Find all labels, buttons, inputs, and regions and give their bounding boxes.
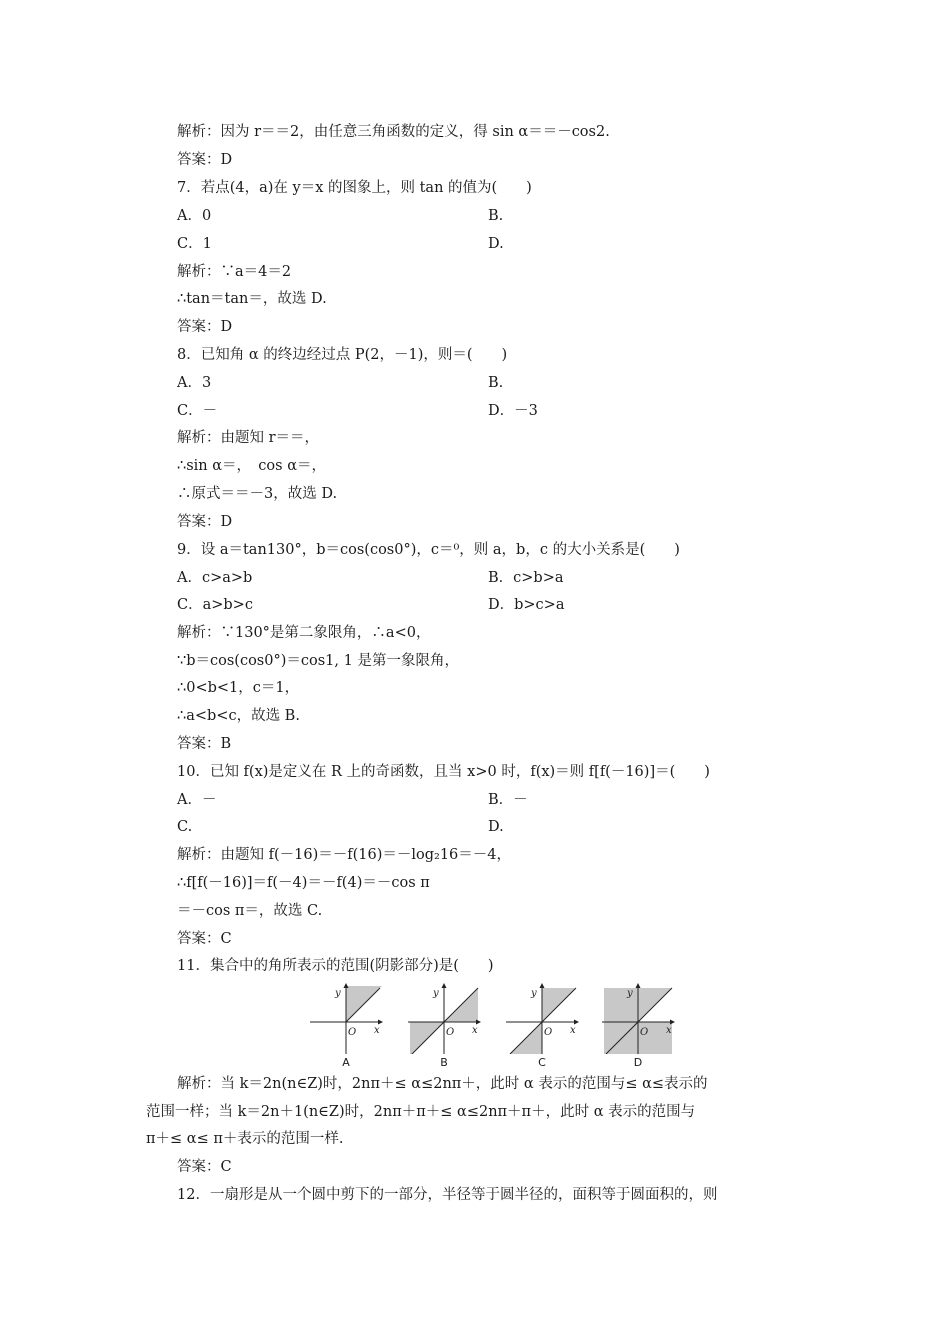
- q8-option-b: B.: [488, 375, 504, 391]
- figure-c: [502, 982, 582, 1074]
- figure-a: [306, 982, 386, 1074]
- figure-a-x-arrow: [378, 1020, 383, 1025]
- q10-solution-line-1: 解析：由题知 f(－16)＝－f(16)＝－log₂16＝－4，: [177, 847, 512, 863]
- q7-solution-line-1: 解析：∵a＝4＝2: [177, 264, 292, 280]
- q9-option-c: C．a>b>c: [177, 597, 253, 613]
- q8-option-a: A．3: [177, 375, 212, 391]
- question-7: 7．若点(4，a)在 y＝x 的图象上，则 tan 的值为( ): [177, 180, 532, 196]
- q9-solution-line-3: ∴0<b<1，c＝1，: [177, 680, 300, 696]
- figure-d-x-label: x: [666, 1025, 672, 1036]
- question-11: 11．集合中的角所表示的范围(阴影部分)是( ): [177, 958, 494, 974]
- figure-b-origin-label: O: [446, 1027, 455, 1038]
- q8-solution-line-2: ∴sin α＝， cos α＝，: [177, 458, 326, 474]
- q11-option-figures: [306, 982, 678, 1074]
- figure-d-label: D: [633, 1056, 643, 1069]
- q7-option-c: C．1: [177, 236, 212, 252]
- q9-solution-line-1: 解析：∵130°是第二象限角，∴a<0，: [177, 625, 431, 641]
- figure-c-x-label: x: [570, 1025, 576, 1036]
- solution-6-text: 解析：因为 r＝＝2，由任意三角函数的定义，得 sin α＝＝－cos2.: [177, 124, 610, 140]
- q9-option-a: A．c>a>b: [177, 570, 253, 586]
- q11-solution-line-1: 解析：当 k＝2n(n∈Z)时，2nπ＋≤ α≤2nπ＋，此时 α 表示的范围与≤ α≤表示的: [177, 1076, 708, 1092]
- figure-d-y-label: y: [627, 988, 633, 999]
- question-8: 8．已知角 α 的终边经过点 P(2，－1)，则＝( ): [177, 347, 508, 363]
- q10-solution-line-2: ∴f[f(－16)]＝f(－4)＝－f(4)＝－cos π: [177, 875, 430, 891]
- q10-solution-line-3: ＝－cos π＝，故选 C.: [177, 903, 323, 919]
- figure-d-x-arrow: [670, 1020, 675, 1025]
- q11-solution-line-3: π＋≤ α≤ π＋表示的范围一样.: [146, 1131, 344, 1147]
- figure-b: [404, 982, 484, 1074]
- q10-option-d: D.: [488, 819, 504, 835]
- q7-option-a: A．0: [177, 208, 212, 224]
- figure-a-graph: [306, 982, 386, 1054]
- answer-11: 答案：C: [177, 1159, 232, 1175]
- q10-option-a: A．－: [177, 792, 217, 808]
- figure-d-y-arrow: [636, 983, 641, 988]
- figure-d: [598, 982, 678, 1074]
- figure-a-label: A: [342, 1056, 350, 1069]
- question-10: 10．已知 f(x)是定义在 R 上的奇函数，且当 x>0 时，f(x)＝则 f[f(－16)]＝( ): [177, 764, 710, 780]
- figure-a-origin-label: O: [348, 1027, 357, 1038]
- q9-option-d: D．b>c>a: [488, 597, 565, 613]
- answer-7: 答案：D: [177, 319, 233, 335]
- answer-10: 答案：C: [177, 931, 232, 947]
- q7-option-b: B.: [488, 208, 504, 224]
- figure-b-graph: [404, 982, 484, 1054]
- q9-solution-line-2: ∵b＝cos(cos0°)＝cos1, 1 是第一象限角，: [177, 653, 459, 669]
- q11-solution-line-2: 范围一样；当 k＝2n＋1(n∈Z)时，2nπ＋π＋≤ α≤2nπ＋π＋，此时 α 表示的范围与: [146, 1104, 696, 1120]
- figure-a-x-label: x: [374, 1025, 380, 1036]
- figure-c-origin-label: O: [544, 1027, 553, 1038]
- figure-b-x-label: x: [472, 1025, 478, 1036]
- answer-6: 答案：D: [177, 152, 233, 168]
- q8-option-d: D．－3: [488, 403, 538, 419]
- q8-option-c: C．－: [177, 403, 218, 419]
- q10-option-b: B．－: [488, 792, 528, 808]
- question-12: 12．一扇形是从一个圆中剪下的一部分，半径等于圆半径的，面积等于圆面积的，则: [177, 1187, 718, 1203]
- q9-solution-line-4: ∴a<b<c，故选 B.: [177, 708, 300, 724]
- answer-9: 答案：B: [177, 736, 232, 752]
- figure-b-y-arrow: [442, 983, 447, 988]
- q7-option-d: D.: [488, 236, 504, 252]
- figure-b-x-arrow: [476, 1020, 481, 1025]
- q10-option-c: C.: [177, 819, 193, 835]
- q8-solution-line-1: 解析：由题知 r＝＝，: [177, 430, 320, 446]
- answer-8: 答案：D: [177, 514, 233, 530]
- figure-c-label: C: [538, 1056, 546, 1069]
- figure-c-graph: [502, 982, 582, 1054]
- q9-option-b: B．c>b>a: [488, 570, 564, 586]
- figure-c-y-arrow: [540, 983, 545, 988]
- question-9: 9．设 a＝tan130°，b＝cos(cos0°)，c＝⁰，则 a，b，c 的大小关系是( ): [177, 542, 680, 558]
- figure-d-origin-label: O: [640, 1027, 649, 1038]
- figure-b-y-label: y: [433, 988, 439, 999]
- q8-solution-line-3: ∴原式＝＝－3，故选 D.: [177, 486, 338, 502]
- figure-a-y-arrow: [344, 983, 349, 988]
- figure-c-y-label: y: [531, 988, 537, 999]
- figure-a-y-label: y: [335, 988, 341, 999]
- figure-c-x-arrow: [574, 1020, 579, 1025]
- figure-b-label: B: [440, 1056, 448, 1069]
- q7-solution-line-2: ∴tan＝tan＝，故选 D.: [177, 291, 327, 307]
- figure-d-graph: [598, 982, 678, 1054]
